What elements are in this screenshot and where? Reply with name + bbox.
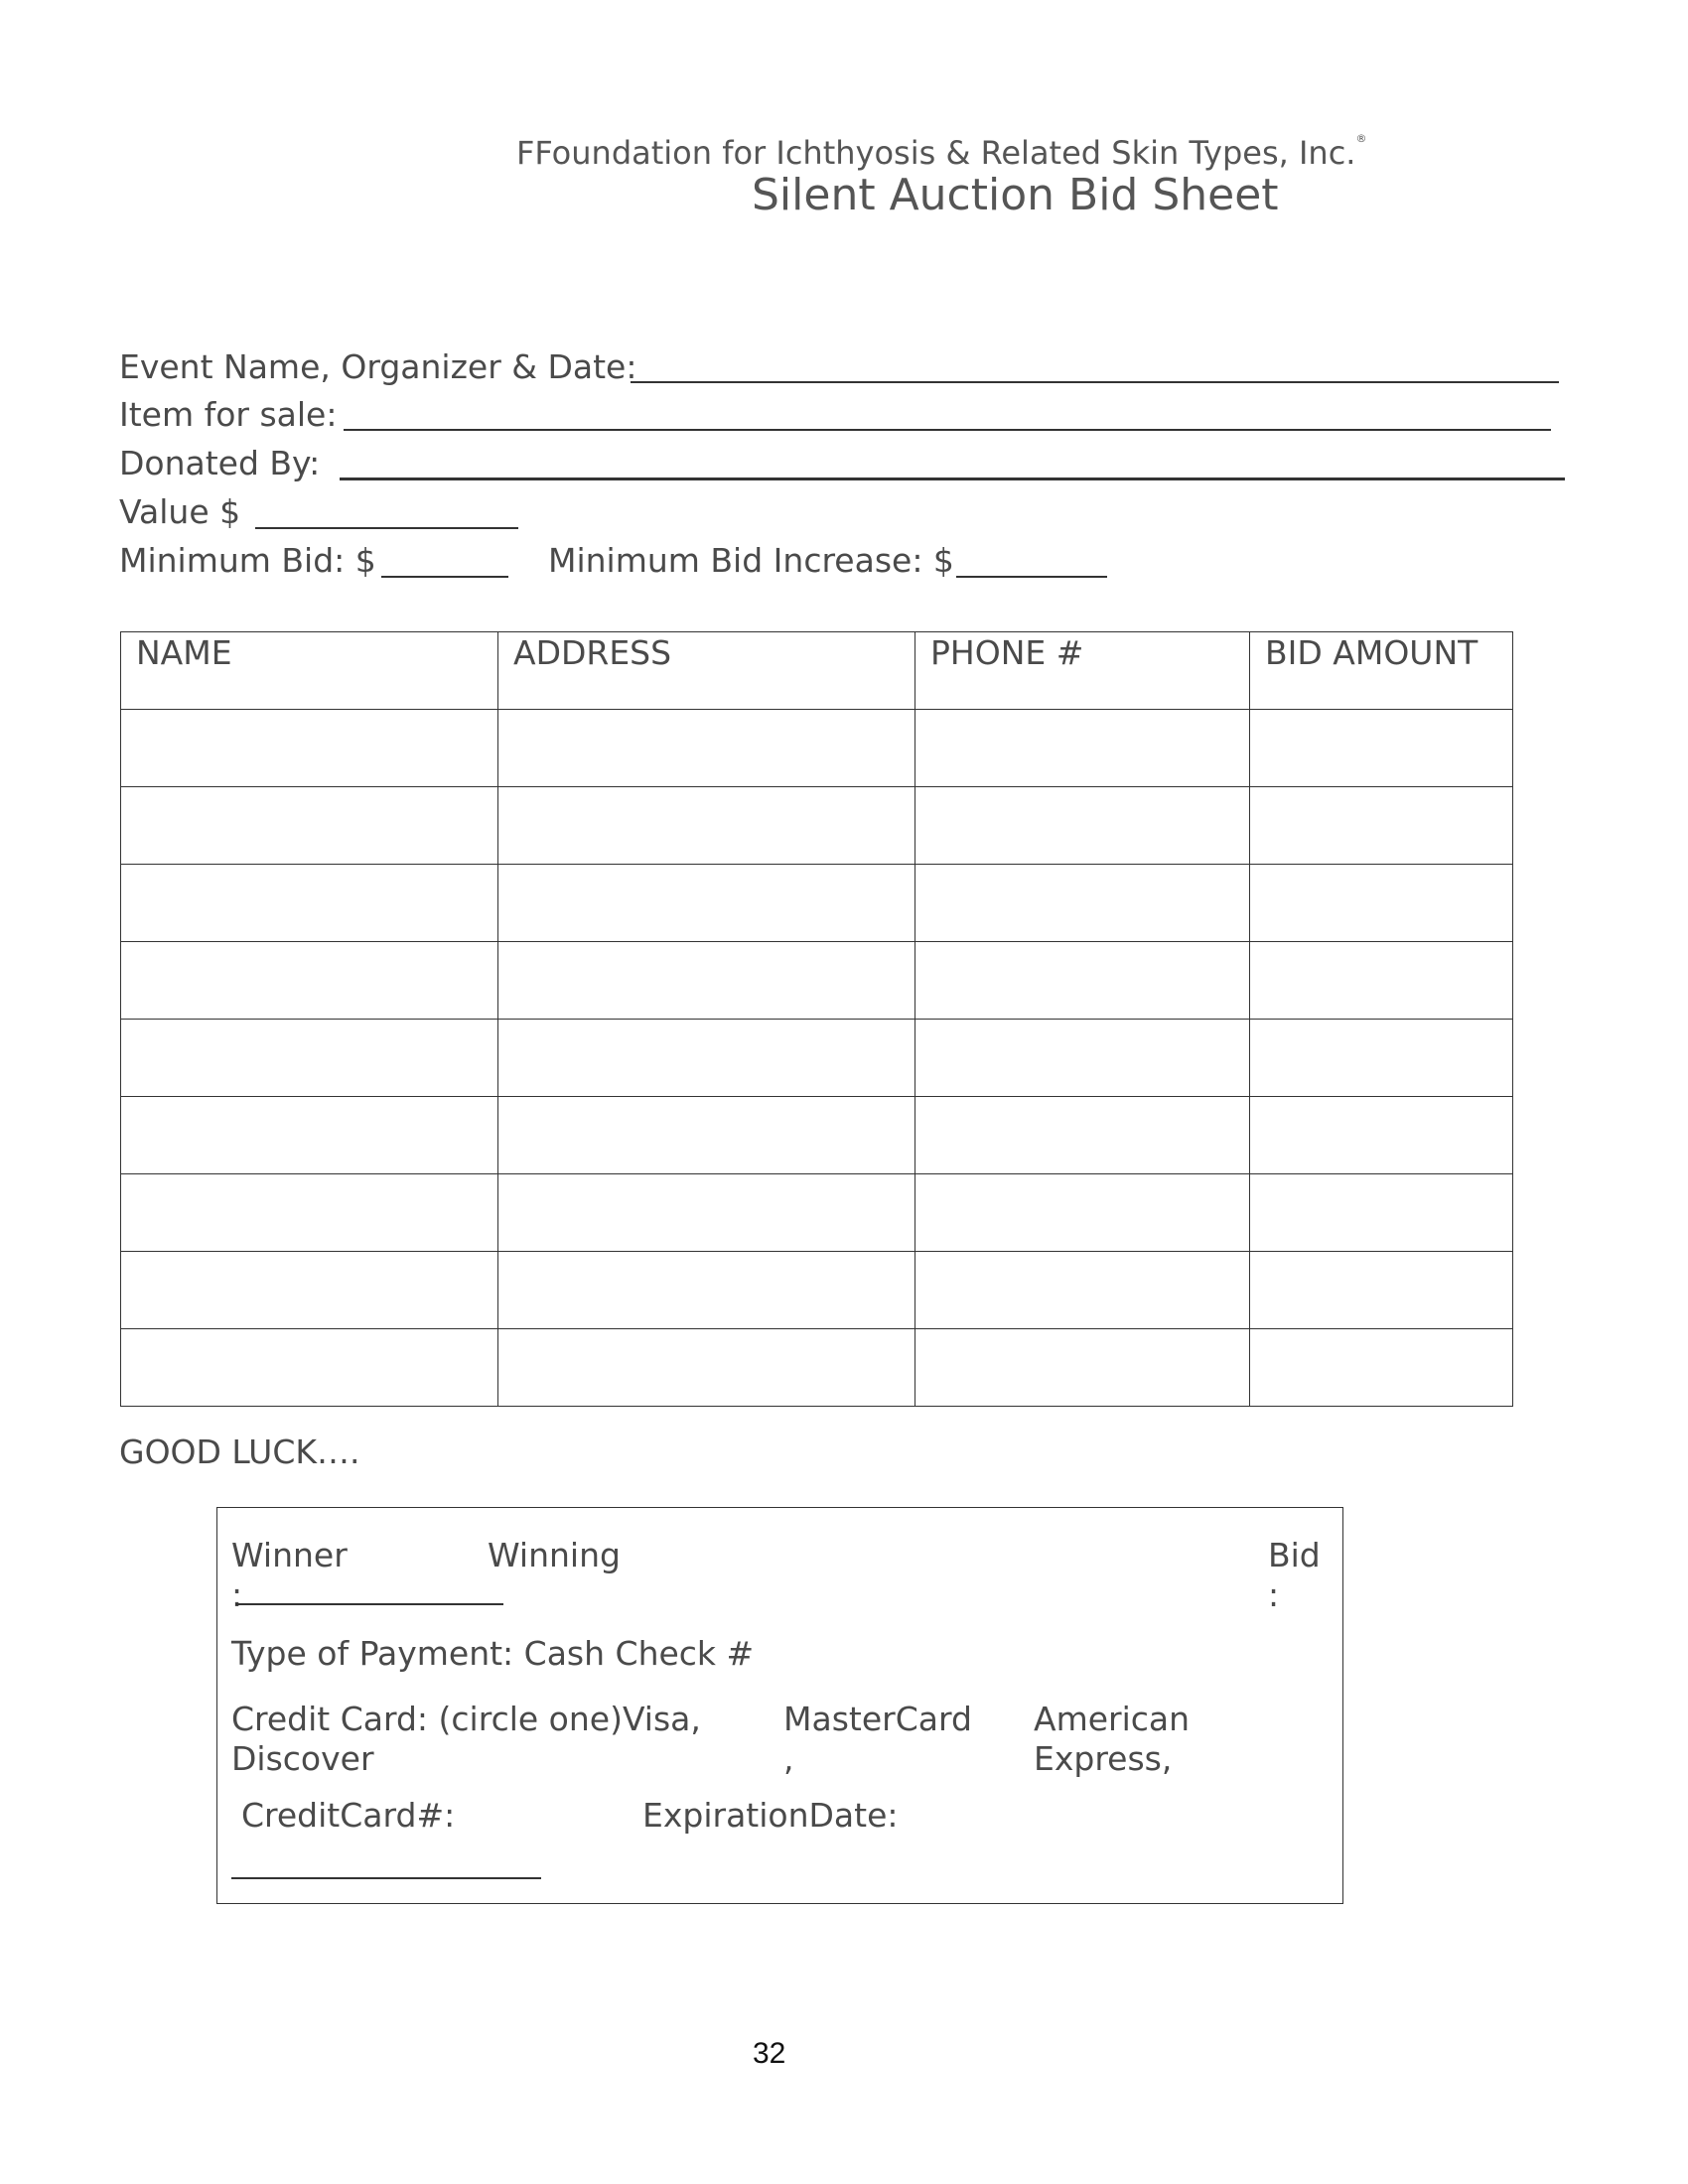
bid-amount-cell[interactable] — [1250, 1252, 1513, 1329]
phone-cell[interactable] — [915, 942, 1250, 1020]
page-title: Silent Auction Bid Sheet — [752, 170, 1279, 220]
name-cell[interactable] — [121, 1174, 498, 1252]
item-line[interactable] — [344, 429, 1551, 431]
bid-amount-cell[interactable] — [1250, 1329, 1513, 1407]
address-cell[interactable] — [498, 1174, 915, 1252]
table-row — [121, 1252, 1513, 1329]
min-increase-line[interactable] — [956, 576, 1107, 578]
phone-cell[interactable] — [915, 1329, 1250, 1407]
winner-box — [216, 1507, 1343, 1904]
winner-line[interactable] — [235, 1603, 503, 1605]
registered-mark: ® — [1355, 132, 1367, 145]
bid-amount-cell[interactable] — [1250, 787, 1513, 865]
address-cell[interactable] — [498, 787, 915, 865]
discover-option[interactable]: Discover — [231, 1739, 374, 1778]
phone-cell[interactable] — [915, 865, 1250, 942]
name-cell[interactable] — [121, 1097, 498, 1174]
min-increase-label: Minimum Bid Increase: $ — [548, 541, 954, 580]
header-address: ADDRESS — [498, 632, 915, 710]
table-row — [121, 710, 1513, 787]
table-row — [121, 1097, 1513, 1174]
bid-rows — [121, 710, 1513, 1407]
table-row — [121, 1329, 1513, 1407]
min-bid-line[interactable] — [381, 576, 508, 578]
mastercard-comma: , — [783, 1739, 794, 1778]
bid-amount-cell[interactable] — [1250, 865, 1513, 942]
address-cell[interactable] — [498, 942, 915, 1020]
min-bid-label: Minimum Bid: $ — [119, 541, 376, 580]
header-phone: PHONE # — [915, 632, 1250, 710]
table-row — [121, 787, 1513, 865]
table-row — [121, 942, 1513, 1020]
table-header-row — [121, 632, 1513, 710]
credit-card-label: Credit Card: (circle one)Visa, — [231, 1700, 701, 1738]
event-label: Event Name, Organizer & Date: — [119, 347, 637, 386]
credit-card-number-line[interactable] — [231, 1877, 541, 1879]
phone-cell[interactable] — [915, 787, 1250, 865]
name-cell[interactable] — [121, 942, 498, 1020]
item-label: Item for sale: — [119, 395, 338, 434]
page-number: 32 — [753, 2037, 786, 2070]
payment-type-label: Type of Payment: Cash Check # — [231, 1634, 755, 1673]
name-cell[interactable] — [121, 787, 498, 865]
donated-line[interactable] — [340, 478, 1565, 480]
address-cell[interactable] — [498, 1329, 915, 1407]
good-luck-text: GOOD LUCK…. — [119, 1433, 360, 1471]
phone-cell[interactable] — [915, 710, 1250, 787]
bid-amount-cell[interactable] — [1250, 1020, 1513, 1097]
phone-cell[interactable] — [915, 1174, 1250, 1252]
donated-label: Donated By: — [119, 444, 321, 482]
bid-amount-cell[interactable] — [1250, 1097, 1513, 1174]
address-cell[interactable] — [498, 1097, 915, 1174]
expiration-date-label: ExpirationDate: — [642, 1796, 899, 1835]
phone-cell[interactable] — [915, 1020, 1250, 1097]
address-cell[interactable] — [498, 1252, 915, 1329]
value-line[interactable] — [255, 527, 518, 529]
credit-card-number-label: CreditCard#: — [241, 1796, 456, 1835]
phone-cell[interactable] — [915, 1252, 1250, 1329]
name-cell[interactable] — [121, 710, 498, 787]
organization-name: FFoundation for Ichthyosis & Related Skin Types, Inc.® — [516, 132, 1367, 172]
american-express-continued: Express, — [1034, 1739, 1173, 1778]
bid-label: Bid — [1268, 1536, 1321, 1574]
phone-cell[interactable] — [915, 1097, 1250, 1174]
address-cell[interactable] — [498, 710, 915, 787]
table-row — [121, 865, 1513, 942]
bid-table — [120, 631, 1513, 1407]
name-cell[interactable] — [121, 1252, 498, 1329]
address-cell[interactable] — [498, 1020, 915, 1097]
header-bid-amount: BID AMOUNT — [1250, 632, 1513, 710]
bid-amount-cell[interactable] — [1250, 942, 1513, 1020]
value-label: Value $ — [119, 492, 241, 531]
event-line[interactable] — [631, 381, 1559, 383]
winner-colon: : — [231, 1575, 243, 1614]
bid-amount-cell[interactable] — [1250, 1174, 1513, 1252]
bid-colon: : — [1268, 1575, 1280, 1614]
table-row — [121, 1174, 1513, 1252]
header-name: NAME — [121, 632, 498, 710]
american-express-option[interactable]: American — [1034, 1700, 1191, 1738]
mastercard-option[interactable]: MasterCard — [783, 1700, 972, 1738]
name-cell[interactable] — [121, 865, 498, 942]
winning-label: Winning — [488, 1536, 621, 1574]
winner-label: Winner — [231, 1536, 348, 1574]
table-row — [121, 1020, 1513, 1097]
address-cell[interactable] — [498, 865, 915, 942]
name-cell[interactable] — [121, 1329, 498, 1407]
name-cell[interactable] — [121, 1020, 498, 1097]
bid-amount-cell[interactable] — [1250, 710, 1513, 787]
